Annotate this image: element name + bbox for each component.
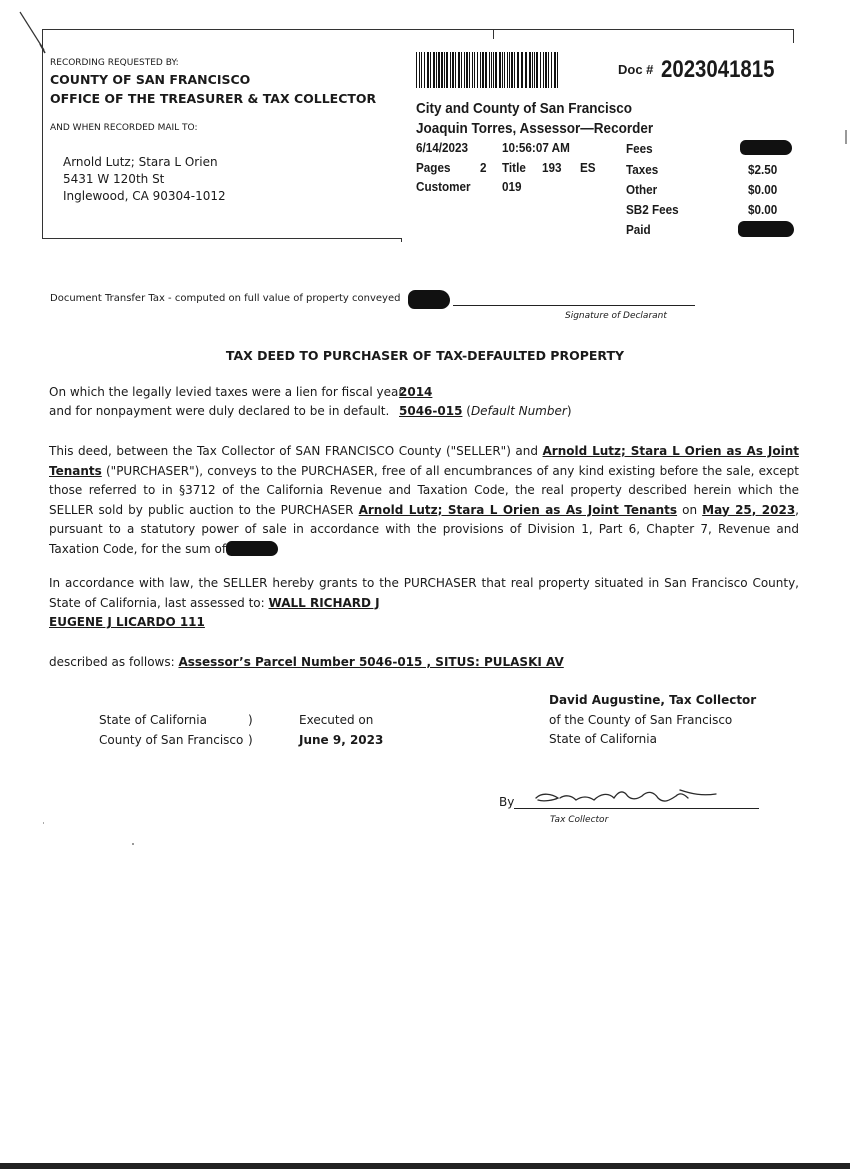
sum-redaction [226,541,278,556]
barcode-icon [416,52,562,88]
transfer-tax-label: Document Transfer Tax - computed on full value of property conveyed [50,293,401,304]
purchaser-name: Arnold Lutz; Stara L Orien as As Joint Tenants [49,444,799,478]
assessee-1: WALL RICHARD J [268,595,380,610]
deed-text-b: ("PURCHASER"), conveys to the PURCHASER, free of all encumbrances of any kind existing before the sale, except those referred to in §3712 of the California Revenue and Taxation Code, the real property described herein which the SELLER sold by public auction to the PURCHASER [49,463,799,517]
default-number-label: Default Number [470,404,567,418]
sb2-fees-label: SB2 Fees [626,202,679,217]
title-value: 193 [542,160,562,175]
deed-text-c: on [677,502,703,517]
title-label: Title [502,160,526,175]
described-label: described as follows: [49,655,179,669]
venue-paren-1: ) [248,713,253,727]
fees-label: Fees [626,141,653,156]
record-date: 6/14/2023 [416,140,469,155]
executed-date: June 9, 2023 [299,733,384,747]
mail-to-address [63,154,226,205]
signature-declarant-caption: Signature of Declarant [565,311,667,321]
paid-label: Paid [626,222,651,237]
other-label: Other [626,182,658,197]
doc-number: 2023041815 [661,56,775,83]
mail-to-name: Arnold Lutz; Stara L Orien [63,155,218,169]
deed-title: TAX DEED TO PURCHASER OF TAX-DEFAULTED PROPERTY [225,348,625,363]
deed-text-d: , pursuant to a statutory power of sale in accordance with the provisions of Division 1, Part 6, Chapter 7, Revenue and Taxation Code, for the sum of [49,502,799,556]
venue-state: State of California [99,713,207,727]
tax-collector-caption: Tax Collector [550,815,609,825]
purchaser-name-2: Arnold Lutz; Stara L Orien as As Joint Tenants [358,502,678,517]
taxes-label: Taxes [626,162,659,177]
other-value: $0.00 [748,182,778,197]
sale-date: May 25, 2023 [702,502,796,517]
customer-value: 019 [502,179,522,194]
office-heading: OFFICE OF THE TREASURER & TAX COLLECTOR [50,91,377,106]
scan-edge-mark [845,130,847,144]
grant-text: In accordance with law, the SELLER hereby grants to the PURCHASER that real property situated in San Francisco County, State of California, last assessed to: [49,576,799,610]
recorder-jurisdiction: City and County of San Francisco [416,100,633,117]
sb2-fees-value: $0.00 [748,202,778,217]
header-box-right [793,29,794,43]
deed-paragraph-1 [49,442,799,559]
assessee-2: EUGENE J LICARDO 111 [49,615,205,629]
default-number-line: 5046-015 (Default Number) [399,404,572,418]
header-box-top [42,29,794,30]
recorder-assessor: Joaquin Torres, Assessor—Recorder [416,120,654,137]
header-box-bottom [42,238,402,239]
corner-mark-icon [18,10,48,55]
mail-to-street: 5431 W 120th St [63,172,165,186]
pages-label: Pages [416,160,451,175]
by-label: By [499,795,515,809]
parcel-description: Assessor’s Parcel Number 5046-015 , SITUS: PULASKI AV [178,655,564,669]
deed-text-a: This deed, between the Tax Collector of SAN FRANCISCO County ("SELLER") and [49,444,543,458]
executed-on-label: Executed on [299,713,374,727]
taxes-value: $2.50 [748,162,778,177]
collector-state: State of California [549,732,657,746]
lien-line-1: On which the legally levied taxes were a lien for fiscal year [49,385,404,399]
header-box-left [42,29,43,239]
transfer-tax-redaction [408,290,450,309]
paid-redaction [738,221,794,237]
county-heading: COUNTY OF SAN FRANCISCO [50,72,251,87]
mail-to-city: Inglewood, CA 90304-1012 [63,189,226,203]
record-time: 10:56:07 AM [502,140,570,155]
collector-county: of the County of San Francisco [549,713,733,727]
handwritten-signature-icon [530,786,730,812]
collector-name: David Augustine, Tax Collector [549,693,757,707]
recording-requested-label: RECORDING REQUESTED BY: [50,58,179,68]
described-line [49,655,564,669]
venue-county: County of San Francisco [99,733,244,747]
deed-paragraph-2 [49,574,799,633]
lien-line-2: and for nonpayment were duly declared to be in default. [49,404,390,418]
scan-speck [43,822,44,824]
default-number: 5046-015 [399,404,463,418]
fees-redaction [740,140,792,155]
doc-label: Doc # [618,62,654,77]
signature-declarant-line [453,305,695,306]
header-box-tick [493,29,494,39]
scan-speck [132,843,134,845]
fiscal-year: 2014 [399,385,433,399]
customer-label: Customer [416,179,471,194]
venue-paren-2: ) [248,733,253,747]
title-code: ES [580,160,596,175]
scan-bottom-edge [0,1163,850,1169]
mail-to-label: AND WHEN RECORDED MAIL TO: [50,123,198,133]
header-box-divider [401,238,402,242]
pages-value: 2 [480,160,487,175]
